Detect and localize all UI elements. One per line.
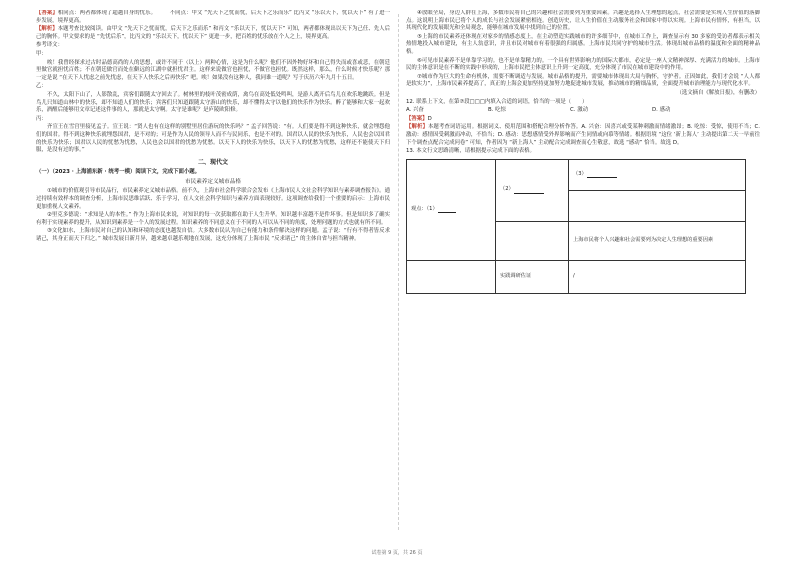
q12-option-c[interactable]: C. 激动 (570, 107, 588, 114)
jia-text: 唉！我曾经探求过古时品德高尚的人的思想，或许不同于（以上）两种心情，这是为什么呢？他们不因外物好坏和自己得失而或喜或悲，在朝廷里做官就担忧百姓；不在朝廷做官而处在僻远的江湖中就担忧君主。这样来说做官也担忧，不做官也担忧。既然这样，那么，什么时候才快乐呢？那一定是说 “在天下人忧虑之前先忧虑，在天下人快乐之后再快乐” 吧。唉！如果没有这种人，我同谁一道呢？写于庆历六年九月十五日。 (36, 59, 390, 81)
bing-text: 齐宣王在雪宫里接见孟子。宣王说：“贤人也有在这样的别墅里居住游玩的快乐吗？” 孟子回答说：“有。人们要是得不到这种快乐，就会埋怨他们的国君。得不到这种快乐就埋怨国君，是不对的；可是作为人民的领导人而不与民同乐，也是不对的。国君以人民的快乐为快乐，人民也会以国君的快乐为快乐；国君以人民的忧愁为忧愁，人民也会以国君的忧愁为忧愁。以天下人的快乐为快乐，以天下人的忧愁为忧愁，这样还不能使天下归服，是没有过的事。” (36, 124, 390, 154)
example-label-cell: 实践调研佐证 (496, 260, 569, 293)
q12-analysis-text: 本题考查词语运用。根据词义、使用范围和搭配合理分析作答。A. 兴奋：因喜兴或受某种刺激而情绪激昂；B. 吃惊：受惊，使用不当；C. 激动：感情因受刺激而冲动，不恰当；D. 感动：思想感情受外界影响而产生同情或向慕等情绪。根据语境 “这位 ‘新上海人’ 主动提出第二天一早前往下个调查点配合完成问卷” 可知，作者因为 “新上海人” 主动配合完成调查而心生敬意，故选 “感动” 恰当。故选 D。 (406, 124, 760, 146)
yi-label: 乙： (36, 83, 47, 90)
paragraph-2: ②里克多德说：“求知是人的本性。” 作为上海市民来说，对知识的每一次获取都在助于人生升华。知识越丰富越不是件坏事。但是知识多了确实有利于实现素养的提升，从知识到素养是一个人的发展过程。知识素养的不同意义在于不同的人可以从不同的角度，处理问题的方式也就有所不同。 (36, 212, 390, 226)
column-divider (398, 14, 399, 530)
q12-stem: 12. 联系上下文，在第⑦段□□□内填入合适的词语，恰当的一项是（ ） (406, 98, 588, 105)
answer-label: 【答案】 (36, 10, 58, 16)
analysis-paragraph (36, 26, 390, 41)
answer-paragraph (36, 10, 390, 25)
analysis-label: 【解析】 (36, 26, 58, 33)
ref-translation-label: 参考译文： (36, 42, 63, 49)
viewpoint-blank[interactable] (438, 207, 456, 213)
table-row (407, 260, 746, 293)
q12-answer-label: 【答案】 (406, 115, 428, 122)
paragraph-7: ⑦城市作为巨大的生命有机体，需要不断调适与发展。城市品格的提升，需要城市体现出大局与胸怀，守护者。正因如此，我们才会说 “人人都是软实力”，上海市民素养提高了，真正的上海会更加坚持更加努力地促进城市发展，推动城市的精细品质，全面提升城市治理能力与现代化水平。 (406, 73, 760, 88)
left-column (36, 10, 390, 530)
answer-text: 相同点：两者都体现了超越自身的忧乐。 不同点：甲文 “先天下之忧而忧，后天下之乐而乐” 比丙文 “乐以天下，忧以天下” 有了进一步发展，境界更高。 (36, 10, 390, 24)
analysis-text: 本题考查比较阅读。由甲文 “先天下之忧而忧，后天下之乐而乐” 和丙文 “乐以天下，忧以天下” 可知，两者都体现出以天下为己任、先人后己的胸怀。甲文要求的是 “先忧后乐”，比丙文的 “乐以天下，忧以天下” 更进一步，把百姓的忧乐放在个人之上，境界更高。 (36, 26, 390, 40)
row3-blank[interactable] (587, 172, 617, 178)
viewpoint-cell[interactable] (407, 159, 496, 260)
paragraph-5: ⑤上海的市民素养还体现在对家乡的情感态度上，在主动塑造实践城市的许多细节中，在城市工作上，调查显示有 30 多家的受访者都表示相关热情地投入城市建设，有主人翁意识，并且市民对城市有着很强的归属感。上海市民共同守护的城市生活。体现出城市品格的温度和全面的精神品格。 (406, 33, 760, 55)
q12-answer (406, 116, 760, 124)
row5-spacer-cell (496, 221, 569, 260)
right-column (406, 10, 760, 530)
col2-cell[interactable] (496, 159, 569, 221)
q12-option-d[interactable]: D. 感动 (652, 107, 671, 114)
q13-table (406, 159, 746, 294)
row3-cell[interactable] (569, 159, 746, 190)
row4-value-cell: 上海市民将个人兴趣和社会需要列为决定人生理想的重要因素 (569, 221, 746, 260)
paragraph-1: ①城市的价值观引导市民品行，市民素养定义城市品格。前不久，上海市社会科学联合会发布《上海市民人文社会科学知识与素养调查报告》。通过持续有效样本的调查分析，上海市民思维活跃、乐于学习，在人文社会科学知识与素养方面表现较好。这项调查给我们一个重要的启示：上海市民更加重视人文素养。 (36, 188, 390, 210)
q12-options (406, 107, 760, 115)
table-row (407, 159, 746, 190)
source-line: （一）（2023 · 上海浦东新 · 统考一模）阅读下文，完成下面小题。 (36, 169, 201, 176)
q12-answer-value: D (427, 115, 432, 122)
bing-label: 丙： (36, 115, 47, 122)
viewpoint-label: 观点：（1） (411, 205, 438, 212)
paragraph-4: ④放眼全局，身边人群在上海，多数市民将自己的兴趣和社会需要列为重要因素。兴趣是选择人生理想的起点，社会需要是实现人生价值的落脚点。这说明上海市民已将个人的成长与社会发展紧密相连。创造历史，让人生价值在主动服务社会和国家中得以实现。上海市民有情怀，有担当，以其现代化的发展眼光和全局观念，能够在城市发展中找到自己的位置。 (406, 10, 760, 32)
empty-cell (407, 260, 496, 293)
row4-cell (569, 190, 746, 221)
col2-label: （2） (500, 186, 514, 193)
q12-option-a[interactable]: A. 兴奋 (406, 107, 424, 114)
article-title: 市民素养定义城市品格 (185, 178, 241, 185)
q12-analysis-label: 【解析】 (406, 124, 428, 131)
row3-label: （3） (573, 170, 587, 177)
q12-option-b[interactable]: B. 吃惊 (488, 107, 506, 114)
paragraph-3: ③文化如水，上海市民对自己的认知和环境的态度也越发自信。大多数市民认为自己有能力和条件解决这样的问题。孟子说：“行有不得者皆反求诸己，其身正而天下归之。” 城市发展日新月异，越来越卓越乐观地在发展，这充分体现了上海市民 “反求诸己” 的主体自省与担当精神。 (36, 228, 390, 243)
q13-stem: 13. 本文行文思路清晰，请根据提示完成下面的表格。 (406, 148, 535, 155)
col2-blank[interactable] (514, 188, 544, 194)
example-value-cell: / (569, 260, 746, 293)
yi-text: 不久，太阳下山了，人影散乱，宾客们跟随太守回去了。树林里的枝叶茂密成荫，禽鸟在高处低处鸣叫，是游人离开后鸟儿在欢乐地跳跃。但是鸟儿只知道山林中的快乐，却不知道人们的快乐；宾客们只知道跟随太守游山的快乐，却不懂得太守以他们的快乐作为快乐。醉了能够和大家一起欢乐，酒醒后能够用文章记述这件事的人，那就是太守啊。太守是谁呢？是庐陵欧阳修。 (36, 91, 390, 114)
section-title: 二、现代文 (197, 158, 228, 166)
q12-analysis (406, 124, 760, 147)
article-source: （选文摘自《解放日报》，有删改） (676, 89, 760, 96)
paragraph-6: ⑥可见市民素养不是单靠学习的。也不是单靠精力的。一个具有世界影响力的国际大都市，必定是一座人文精神深厚、充满活力的城市。上海市民的主体意识是在不断的实践中形成的，上海市民把主体意识上升到一定高度，充分体现了市民在城市建设中的作用。 (406, 57, 760, 72)
jia-label: 甲： (36, 50, 47, 57)
page-footer: 试卷第 9 页，共 26 页 (371, 550, 423, 556)
